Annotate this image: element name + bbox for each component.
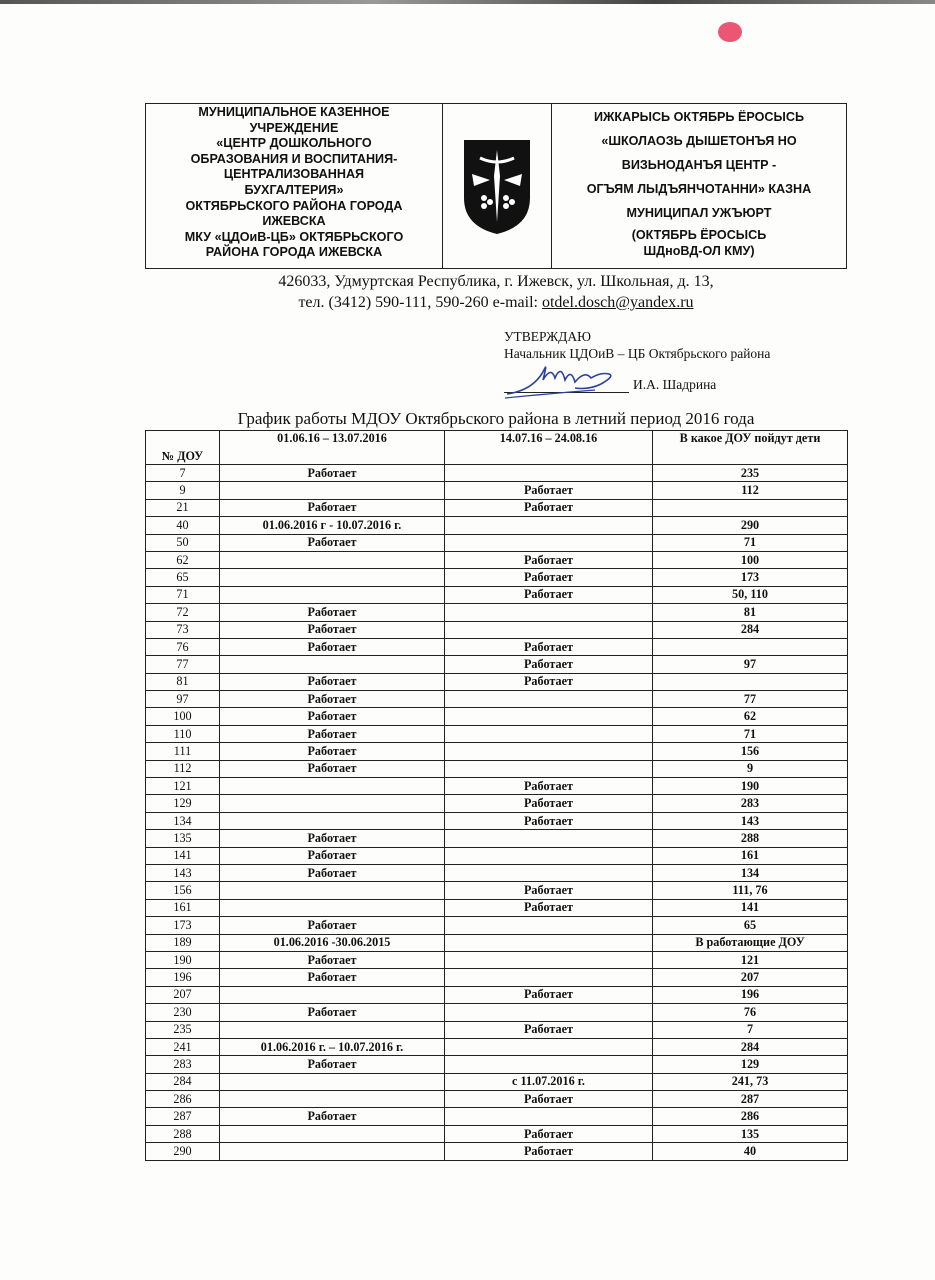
table-row (146, 656, 848, 673)
period-1-cell: Работает (220, 465, 445, 482)
dou-number-cell: 110 (146, 725, 220, 742)
dou-number-cell: 100 (146, 708, 220, 725)
table-row (146, 830, 848, 847)
period-2-cell (445, 969, 653, 986)
table-row (146, 482, 848, 499)
table-row (146, 621, 848, 638)
dou-number-cell: 81 (146, 673, 220, 690)
table-row (146, 1004, 848, 1021)
period-2-cell (445, 1056, 653, 1073)
period-1-cell: Работает (220, 951, 445, 968)
destination-cell: 76 (653, 1004, 848, 1021)
period-1-cell: Работает (220, 1108, 445, 1125)
period-2-cell: Работает (445, 569, 653, 586)
period-2-cell (445, 934, 653, 951)
dou-number-cell: 134 (146, 812, 220, 829)
dou-number-cell: 73 (146, 621, 220, 638)
period-1-cell (220, 1125, 445, 1142)
period-2-cell (445, 604, 653, 621)
period-1-cell: Работает (220, 743, 445, 760)
period-2-cell: Работает (445, 986, 653, 1003)
dou-number-cell: 156 (146, 882, 220, 899)
period-1-cell (220, 899, 445, 916)
period-1-cell: Работает (220, 604, 445, 621)
letterhead-right-line: ИЖКАРЫСЬ ОКТЯБРЬ ЁРОСЫСЬ (594, 110, 804, 124)
period-1-cell: Работает (220, 708, 445, 725)
dou-number-cell: 207 (146, 986, 220, 1003)
period-2-cell (445, 534, 653, 551)
destination-cell: 50, 110 (653, 586, 848, 603)
letterhead-left-line: ОБРАЗОВАНИЯ И ВОСПИТАНИЯ- (190, 151, 398, 166)
destination-cell: 71 (653, 534, 848, 551)
period-2-cell (445, 465, 653, 482)
dou-number-cell: 241 (146, 1038, 220, 1055)
period-1-cell (220, 1021, 445, 1038)
table-row (146, 586, 848, 603)
table-row (146, 691, 848, 708)
period-1-cell: 01.06.2016 -30.06.2015 (220, 934, 445, 951)
address-block (145, 271, 847, 313)
dou-number-cell: 77 (146, 656, 220, 673)
destination-cell: 129 (653, 1056, 848, 1073)
table-row (146, 882, 848, 899)
phone-numbers: тел. (3412) 590-111, 590-260 e-mail: (298, 294, 542, 311)
table-row (146, 847, 848, 864)
period-2-cell: Работает (445, 673, 653, 690)
letterhead-left-line: МУНИЦИПАЛЬНОЕ КАЗЕННОЕ (198, 105, 390, 119)
destination-cell: 141 (653, 899, 848, 916)
dou-number-cell: 235 (146, 1021, 220, 1038)
period-2-cell: Работает (445, 1125, 653, 1142)
document-title: График работы МДОУ Октябрьского района в летний период 2016 года (237, 409, 755, 428)
destination-cell: 290 (653, 517, 848, 534)
period-1-cell: Работает (220, 917, 445, 934)
header-period-2: 14.07.16 – 24.08.16 (445, 431, 653, 465)
dou-number-cell: 290 (146, 1143, 220, 1160)
period-1-cell: Работает (220, 969, 445, 986)
table-row (146, 1091, 848, 1108)
destination-cell: 207 (653, 969, 848, 986)
dou-number-cell: 111 (146, 743, 220, 760)
header-dou-number: № ДОУ (146, 431, 220, 465)
table-row (146, 743, 848, 760)
dou-number-cell: 71 (146, 586, 220, 603)
period-1-cell: Работает (220, 534, 445, 551)
dou-number-cell: 196 (146, 969, 220, 986)
letterhead-left-line: ЦЕНТРАЛИЗОВАННАЯ (223, 167, 365, 182)
table-row (146, 1056, 848, 1073)
table-row (146, 864, 848, 881)
table-row (146, 551, 848, 568)
destination-cell (653, 673, 848, 690)
period-1-cell (220, 812, 445, 829)
letterhead-left-line: «ЦЕНТР ДОШКОЛЬНОГО (216, 136, 372, 151)
table-row (146, 917, 848, 934)
dou-number-cell: 7 (146, 465, 220, 482)
period-2-cell: Работает (445, 778, 653, 795)
letterhead-right-abbrev-line: ШДноВД-ОЛ КМУ) (643, 244, 755, 258)
dou-number-cell: 50 (146, 534, 220, 551)
period-1-cell: Работает (220, 725, 445, 742)
table-row (146, 604, 848, 621)
destination-cell: В работающие ДОУ (653, 934, 848, 951)
email-link[interactable]: otdel.dosch@yandex.ru (541, 294, 694, 311)
period-1-cell: Работает (220, 691, 445, 708)
period-1-cell (220, 882, 445, 899)
table-body (146, 465, 848, 1161)
period-2-cell (445, 708, 653, 725)
header-destination: В какое ДОУ пойдут дети (653, 431, 848, 465)
dou-number-cell: 21 (146, 499, 220, 516)
table-row (146, 534, 848, 551)
destination-cell: 81 (653, 604, 848, 621)
period-2-cell (445, 1108, 653, 1125)
period-2-cell (445, 621, 653, 638)
destination-cell: 190 (653, 778, 848, 795)
period-2-cell: Работает (445, 795, 653, 812)
table-row (146, 778, 848, 795)
header-period-1: 01.06.16 – 13.07.2016 (220, 431, 445, 465)
period-1-cell (220, 569, 445, 586)
dou-number-cell: 284 (146, 1073, 220, 1090)
schedule-table (145, 430, 848, 1161)
period-2-cell (445, 830, 653, 847)
letterhead-left-line: УЧРЕЖДЕНИЕ (249, 120, 339, 135)
postal-address: 426033, Удмуртская Республика, г. Ижевск, ул. Школьная, д. 13, (278, 273, 714, 290)
letterhead-right-abbrev (552, 227, 846, 259)
period-1-cell (220, 482, 445, 499)
dou-number-cell: 286 (146, 1091, 220, 1108)
destination-cell: 62 (653, 708, 848, 725)
period-1-cell: Работает (220, 673, 445, 690)
destination-cell: 40 (653, 1143, 848, 1160)
period-2-cell (445, 725, 653, 742)
letterhead-right-line: ВИЗЬНОДАНЪЯ ЦЕНТР - (621, 158, 777, 172)
table-row (146, 1038, 848, 1055)
period-1-cell (220, 986, 445, 1003)
period-1-cell (220, 795, 445, 812)
dou-number-cell: 62 (146, 551, 220, 568)
period-1-cell: Работает (220, 621, 445, 638)
letterhead (145, 103, 847, 269)
table-row (146, 795, 848, 812)
dou-number-cell: 121 (146, 778, 220, 795)
destination-cell: 284 (653, 1038, 848, 1055)
dou-number-cell: 287 (146, 1108, 220, 1125)
destination-cell: 135 (653, 1125, 848, 1142)
table-row (146, 725, 848, 742)
dou-number-cell: 161 (146, 899, 220, 916)
dou-number-cell: 40 (146, 517, 220, 534)
table-row (146, 969, 848, 986)
approval-label: УТВЕРЖДАЮ (504, 329, 592, 344)
period-1-cell: Работает (220, 760, 445, 777)
period-2-cell: Работает (445, 656, 653, 673)
destination-cell: 284 (653, 621, 848, 638)
table-row (146, 708, 848, 725)
destination-cell: 288 (653, 830, 848, 847)
period-1-cell (220, 551, 445, 568)
period-2-cell: Работает (445, 899, 653, 916)
letterhead-right-line: ОГЪЯМ ЛЫДЪЯНЧОТАННИ» КАЗНА (586, 182, 812, 196)
coat-of-arms-emblem (443, 104, 552, 268)
scan-top-edge (0, 0, 935, 4)
period-2-cell (445, 1004, 653, 1021)
period-1-cell (220, 1073, 445, 1090)
period-2-cell: Работает (445, 812, 653, 829)
destination-cell: 286 (653, 1108, 848, 1125)
table-row (146, 638, 848, 655)
dou-number-cell: 129 (146, 795, 220, 812)
coat-of-arms-icon (460, 136, 534, 236)
contact-line (145, 292, 847, 313)
table-row (146, 465, 848, 482)
period-2-cell (445, 517, 653, 534)
period-2-cell (445, 760, 653, 777)
period-1-cell: Работает (220, 847, 445, 864)
destination-cell: 156 (653, 743, 848, 760)
destination-cell: 7 (653, 1021, 848, 1038)
table-row (146, 517, 848, 534)
dou-number-cell: 173 (146, 917, 220, 934)
period-1-cell (220, 778, 445, 795)
destination-cell: 143 (653, 812, 848, 829)
period-1-cell (220, 1143, 445, 1160)
period-2-cell: Работает (445, 1021, 653, 1038)
table-row (146, 951, 848, 968)
dou-number-cell: 65 (146, 569, 220, 586)
period-1-cell (220, 656, 445, 673)
table-row (146, 812, 848, 829)
table-row (146, 569, 848, 586)
destination-cell: 161 (653, 847, 848, 864)
destination-cell (653, 499, 848, 516)
period-2-cell: с 11.07.2016 г. (445, 1073, 653, 1090)
destination-cell: 97 (653, 656, 848, 673)
letterhead-left-line: БУХГАЛТЕРИЯ» (244, 182, 344, 197)
letterhead-right-line: «ШКОЛАОЗЬ ДЫШЕТОНЪЯ НО (601, 134, 797, 148)
destination-cell: 196 (653, 986, 848, 1003)
destination-cell: 134 (653, 864, 848, 881)
dou-number-cell: 143 (146, 864, 220, 881)
letterhead-left-line: РАЙОНА ГОРОДА ИЖЕВСКА (205, 245, 383, 260)
signatory-name: И.А. Шадрина (633, 377, 717, 392)
period-2-cell: Работает (445, 882, 653, 899)
destination-cell: 112 (653, 482, 848, 499)
period-2-cell: Работает (445, 1143, 653, 1160)
period-2-cell (445, 691, 653, 708)
red-ink-mark (718, 22, 742, 42)
period-2-cell (445, 743, 653, 760)
destination-cell: 100 (653, 551, 848, 568)
destination-cell: 77 (653, 691, 848, 708)
period-1-cell: 01.06.2016 г. – 10.07.2016 г. (220, 1038, 445, 1055)
period-1-cell: Работает (220, 830, 445, 847)
dou-number-cell: 189 (146, 934, 220, 951)
dou-number-cell: 288 (146, 1125, 220, 1142)
dou-number-cell: 283 (146, 1056, 220, 1073)
approval-position: Начальник ЦДОиВ – ЦБ Октябрьского района (504, 346, 771, 361)
dou-number-cell: 230 (146, 1004, 220, 1021)
destination-cell: 111, 76 (653, 882, 848, 899)
letterhead-left-line: ОКТЯБРЬСКОГО РАЙОНА ГОРОДА (185, 198, 403, 213)
period-1-cell: Работает (220, 1004, 445, 1021)
period-2-cell: Работает (445, 551, 653, 568)
period-1-cell (220, 586, 445, 603)
period-1-cell: Работает (220, 638, 445, 655)
period-2-cell: Работает (445, 1091, 653, 1108)
destination-cell: 283 (653, 795, 848, 812)
table-header-row (146, 431, 848, 465)
letterhead-right-abbrev-line: (ОКТЯБРЬ ЁРОСЫСЬ (631, 228, 767, 242)
period-1-cell (220, 1091, 445, 1108)
period-1-cell: Работает (220, 1056, 445, 1073)
dou-number-cell: 97 (146, 691, 220, 708)
table-row (146, 1143, 848, 1160)
table-row (146, 986, 848, 1003)
table-row (146, 1125, 848, 1142)
period-1-cell: Работает (220, 499, 445, 516)
dou-number-cell: 76 (146, 638, 220, 655)
period-2-cell (445, 917, 653, 934)
table-row (146, 760, 848, 777)
period-2-cell: Работает (445, 638, 653, 655)
period-2-cell (445, 864, 653, 881)
dou-number-cell: 112 (146, 760, 220, 777)
period-2-cell (445, 847, 653, 864)
table-row (146, 1021, 848, 1038)
destination-cell: 71 (653, 725, 848, 742)
table-row (146, 1073, 848, 1090)
destination-cell: 121 (653, 951, 848, 968)
destination-cell: 287 (653, 1091, 848, 1108)
table-row (146, 1108, 848, 1125)
handwritten-signature (505, 360, 625, 402)
letterhead-udmurt (552, 104, 846, 268)
period-2-cell: Работает (445, 482, 653, 499)
destination-cell: 65 (653, 917, 848, 934)
period-2-cell (445, 1038, 653, 1055)
destination-cell: 9 (653, 760, 848, 777)
destination-cell: 235 (653, 465, 848, 482)
table-row (146, 673, 848, 690)
dou-number-cell: 72 (146, 604, 220, 621)
letterhead-russian (146, 104, 443, 268)
destination-cell: 173 (653, 569, 848, 586)
destination-cell: 241, 73 (653, 1073, 848, 1090)
dou-number-cell: 9 (146, 482, 220, 499)
dou-number-cell: 190 (146, 951, 220, 968)
letterhead-right-line: МУНИЦИПАЛ УЖЪЮРТ (626, 206, 772, 220)
table-row (146, 499, 848, 516)
period-2-cell: Работает (445, 586, 653, 603)
period-2-cell (445, 951, 653, 968)
letterhead-left-line: ИЖЕВСКА (262, 214, 326, 229)
period-1-cell: Работает (220, 864, 445, 881)
table-row (146, 934, 848, 951)
destination-cell (653, 638, 848, 655)
dou-number-cell: 135 (146, 830, 220, 847)
dou-number-cell: 141 (146, 847, 220, 864)
period-1-cell: 01.06.2016 г - 10.07.2016 г. (220, 517, 445, 534)
table-row (146, 899, 848, 916)
period-2-cell: Работает (445, 499, 653, 516)
letterhead-left-line: МКУ «ЦДОиВ-ЦБ» ОКТЯБРЬСКОГО (184, 229, 404, 244)
